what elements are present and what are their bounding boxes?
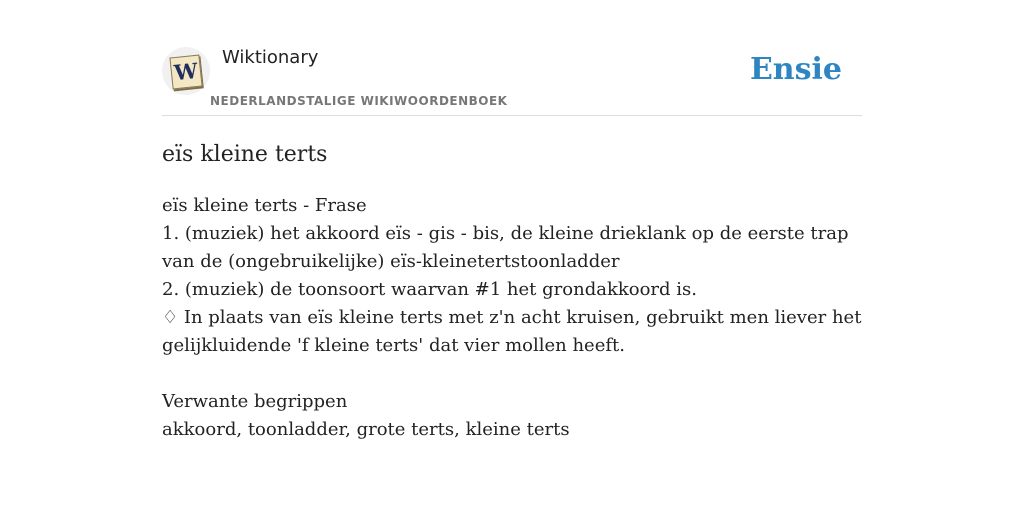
site-title[interactable]: Wiktionary <box>222 47 319 68</box>
related-term-link[interactable]: toonladder <box>247 419 346 440</box>
entry-headword: eïs kleine terts - Frase <box>162 195 367 216</box>
related-term-link[interactable]: grote terts <box>356 419 455 440</box>
related-separator: , <box>236 419 248 440</box>
definition-1: 1. (muziek) het akkoord eïs - gis - bis, de kleine drieklank op de eerste trap van de (ongebruikelijke) eïs-kleinetertstoonladder <box>162 223 849 272</box>
related-term-link[interactable]: kleine terts <box>465 419 570 440</box>
site-header <box>162 44 862 116</box>
related-separator: , <box>345 419 357 440</box>
related-separator: , <box>454 419 466 440</box>
entry-content <box>162 192 862 444</box>
spacer <box>162 360 862 388</box>
related-heading: Verwante begrippen <box>162 391 348 412</box>
related-term-link[interactable]: akkoord <box>162 419 237 440</box>
wiktionary-logo-icon[interactable] <box>162 47 210 95</box>
usage-note: ♢ In plaats van eïs kleine terts met z'n acht kruisen, gebruikt men liever het gelijkluidende 'f kleine terts' dat vier mollen heeft. <box>162 307 862 356</box>
site-subtitle: NEDERLANDSTALIGE WIKIWOORDENBOEK <box>210 94 508 108</box>
logo-tile <box>169 55 202 90</box>
page-title: eïs kleine terts <box>162 142 328 167</box>
ensie-brand-link[interactable]: Ensie <box>749 52 842 87</box>
definition-2: 2. (muziek) de toonsoort waarvan #1 het grondakkoord is. <box>162 279 697 300</box>
logo-letter: W <box>172 57 199 86</box>
related-terms-list <box>162 416 862 444</box>
